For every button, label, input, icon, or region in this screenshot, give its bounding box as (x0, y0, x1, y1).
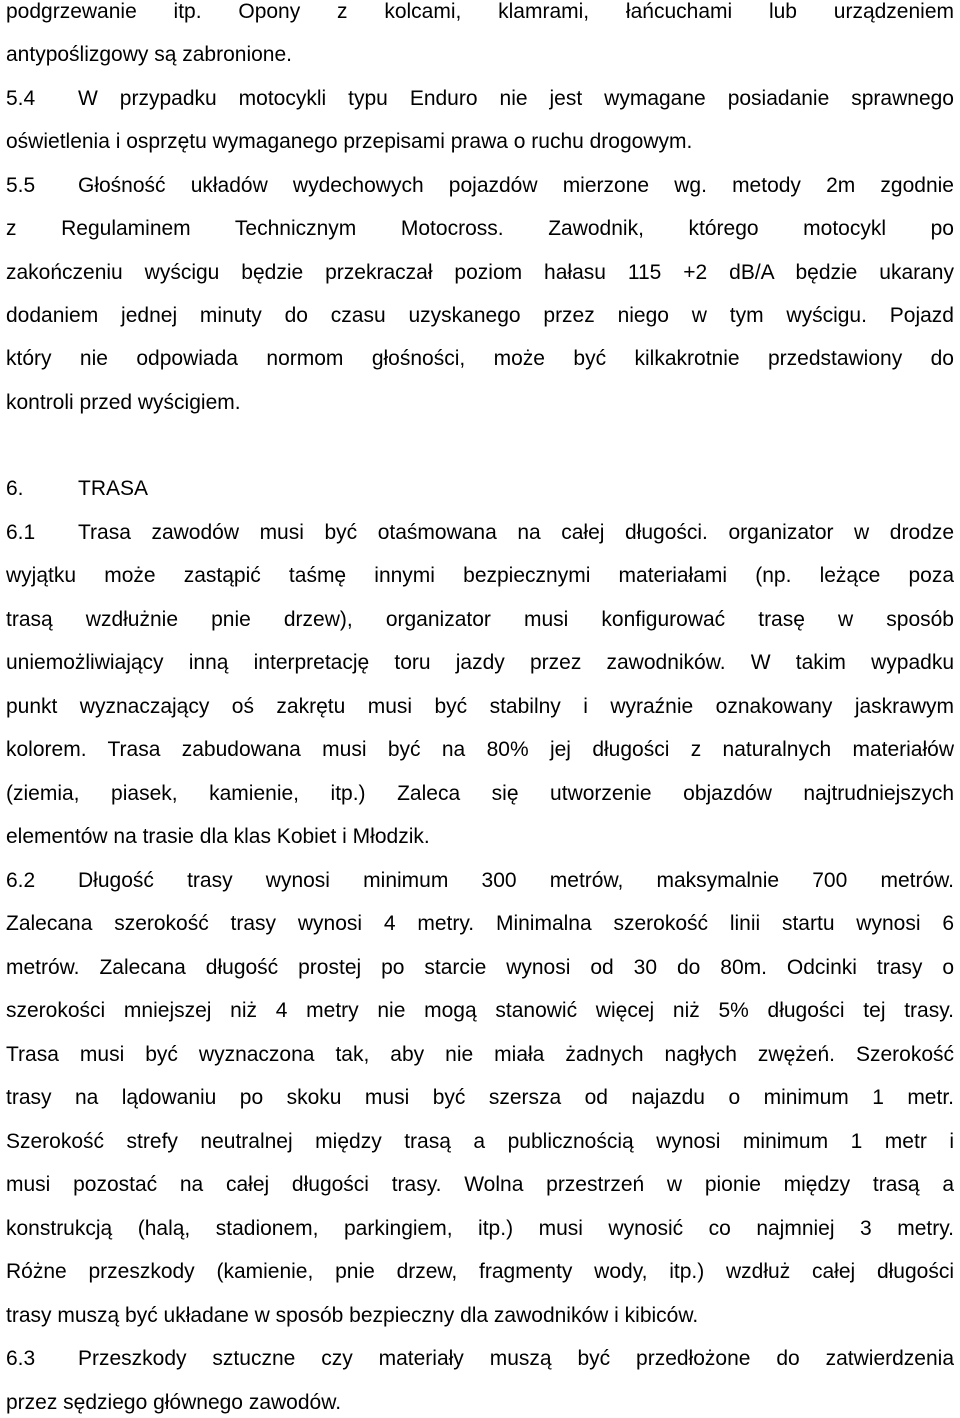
text-line: trasy muszą być układane w sposób bezpieczny dla zawodników i kibiców. (6, 1304, 699, 1327)
text-line: zakończeniu wyścigu będzie przekraczał poziom hałasu 115 +2 dB/A będzie ukarany (6, 261, 954, 284)
text-line: antypoślizgowy są zabronione. (6, 43, 293, 66)
text-line: konstrukcją (halą, stadionem, parkingiem, itp.) musi wynosić co najmniej 3 metry. (6, 1217, 954, 1240)
text-line: kontroli przed wyścigiem. (6, 391, 241, 414)
text-line: dodaniem jednej minuty do czasu uzyskanego przez niego w tym wyścigu. Pojazd (6, 304, 954, 327)
section-number: 6.1 (6, 521, 36, 544)
text-line: oświetlenia i osprzętu wymaganego przepisami prawa o ruchu drogowym. (6, 130, 693, 153)
text-line: uniemożliwiający inną interpretację toru jazdy przez zawodników. W takim wypadku (6, 651, 954, 674)
section-6-3-line: 6.3 Przeszkody sztuczne czy materiały muszą być przedłożone do zatwierdzenia (6, 1344, 954, 1374)
section-5-5-line: 5.5 Głośność układów wydechowych pojazdów mierzone wg. metody 2m zgodnie (6, 171, 954, 201)
text-line: Zalecana szerokość trasy wynosi 4 metry. Minimalna szerokość linii startu wynosi 6 (6, 912, 954, 935)
section-number: 6.2 (6, 869, 36, 892)
text-line: kolorem. Trasa zabudowana musi być na 80% jej długości z naturalnych materiałów (6, 738, 954, 761)
text-line: trasy na lądowaniu po skoku musi być szersza od najazdu o minimum 1 metr. (6, 1086, 954, 1109)
text-line: Szerokość strefy neutralnej między trasą a publicznością wynosi minimum 1 metr i (6, 1130, 954, 1153)
text-line: musi pozostać na całej długości trasy. Wolna przestrzeń w pionie między trasą a (6, 1173, 954, 1196)
section-number: 6.3 (6, 1347, 36, 1370)
section-6-heading: 6. TRASA (6, 474, 954, 504)
section-number: 6. (6, 477, 24, 500)
text-line: trasą wzdłużnie pnie drzew), organizator musi konfigurować trasę w sposób (6, 608, 954, 631)
text-line: wyjątku może zastąpić taśmę innymi bezpiecznymi materiałami (np. leżące poza (6, 564, 954, 587)
text-line: punkt wyznaczający oś zakrętu musi być stabilny i wyraźnie oznakowany jaskrawym (6, 695, 954, 718)
text-line: szerokości mniejszej niż 4 metry nie mogą stanowić więcej niż 5% długości tej trasy. (6, 999, 954, 1022)
section-5-4-line: 5.4 W przypadku motocykli typu Enduro nie jest wymagane posiadanie sprawnego (6, 84, 954, 114)
text-line: z Regulaminem Technicznym Motocross. Zawodnik, którego motocykl po (6, 217, 954, 240)
text-line: (ziemia, piasek, kamienie, itp.) Zaleca się utworzenie objazdów najtrudniejszych (6, 782, 954, 805)
section-6-2-line: 6.2 Długość trasy wynosi minimum 300 metrów, maksymalnie 700 metrów. (6, 866, 954, 896)
text-line: podgrzewanie itp. Opony z kolcami, klamrami, łańcuchami lub urządzeniem (6, 0, 954, 23)
text-line: elementów na trasie dla klas Kobiet i Młodzik. (6, 825, 430, 848)
text-line: Trasa musi być wyznaczona tak, aby nie miała żadnych nagłych zwężeń. Szerokość (6, 1043, 954, 1066)
text-line: metrów. Zalecana długość prostej po starcie wynosi od 30 do 80m. Odcinki trasy o (6, 956, 954, 979)
section-6-1-line: 6.1 Trasa zawodów musi być otaśmowana na całej długości. organizator w drodze (6, 518, 954, 548)
text-line: który nie odpowiada normom głośności, może być kilkakrotnie przedstawiony do (6, 347, 954, 370)
section-number: 5.5 (6, 174, 36, 197)
section-number: 5.4 (6, 87, 36, 110)
text-line: przez sędziego głównego zawodów. (6, 1391, 342, 1414)
text-line: Różne przeszkody (kamienie, pnie drzew, fragmenty wody, itp.) wzdłuż całej długości (6, 1260, 954, 1283)
